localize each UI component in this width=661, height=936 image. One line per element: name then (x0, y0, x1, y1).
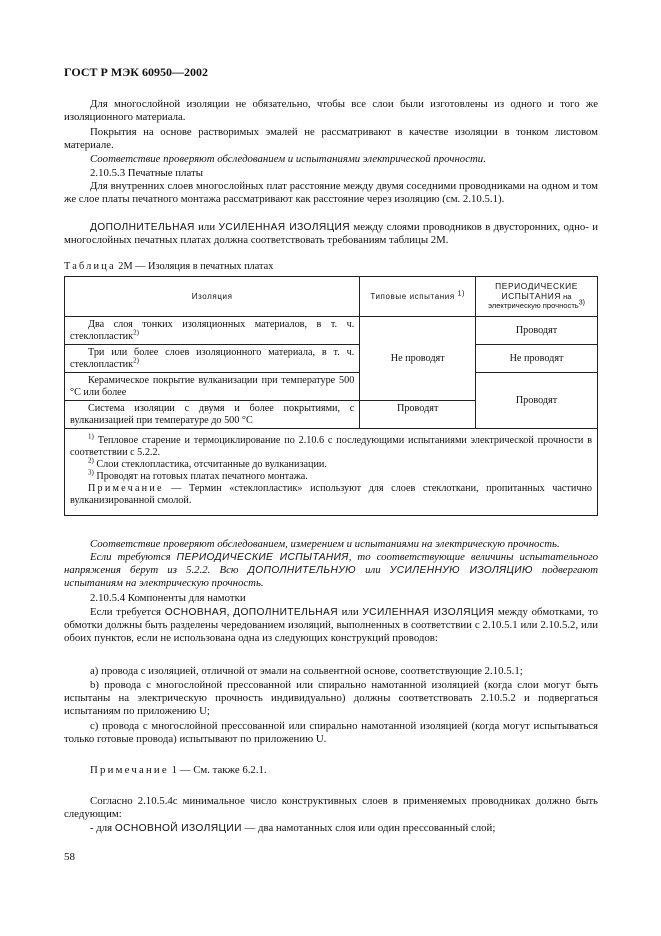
text-or: или (194, 221, 219, 233)
table-header-row (65, 277, 598, 317)
typical-row-4: Проводят (360, 401, 476, 429)
note-1: Примечание 1 — См. также 6.2.1. (90, 764, 267, 776)
paragraph-periodic-tests: Если требуются ПЕРИОДИЧЕСКИЕ ИСПЫТАНИЯ, то соответствующие величины испытательного напряжения берут из 5.2.2. Всю ДОПОЛНИТЕЛЬНУЮ или УСИЛЕННУЮ ИЗОЛЯЦИЮ подвергают испытаниям на электрическую прочность. (64, 551, 598, 589)
row1-insulation: Два слоя тонких изоляционных материалов, в т. ч. стеклопластик$^{2)}$ (65, 317, 360, 345)
header-insulation: Изоляция (65, 277, 360, 317)
table-row-2 (65, 345, 598, 373)
footnote-2: $^{2)}$ Слои стеклопластика, отсчитанные до вулканизации. (88, 456, 327, 470)
term-reinforced: УСИЛЕННАЯ ИЗОЛЯЦИЯ (218, 222, 351, 233)
paragraph-enamel: Покрытия на основе растворимых эмалей не рассматривают в качестве изоляции в тонком листовом материале. (64, 126, 598, 151)
table-note: Примечание — Термин «стеклопластик» используют для слоев стеклоткани, пропитанных частично вулканизированной смолой. (70, 483, 592, 506)
section-2-10-5-4-title: 2.10.5.4 Компоненты для намотки (90, 592, 246, 604)
periodic-row-2: Не проводят (476, 345, 598, 373)
paragraph-windings: Если требуется ОСНОВНАЯ, ДОПОЛНИТЕЛЬНАЯ или УСИЛЕННАЯ ИЗОЛЯЦИЯ между обмотками, то обмотки должны быть разделены чередованием изоляций, выполненных в соответствии с 2.10.5.1 или 2.10.5.2, или обоих пунктов, если не использована одна из следующих конструкций проводов: (64, 606, 599, 644)
paragraph-compliance-2: Соответствие проверяют обследованием, измерением и испытаниями на электрическую прочность. (90, 538, 560, 550)
insulation-table (64, 276, 598, 516)
term-additional-3: ДОПОЛНИТЕЛЬНАЯ (233, 607, 338, 618)
document-header: ГОСТ Р МЭК 60950—2002 (64, 65, 208, 79)
header-periodic-tests: ПЕРИОДИЧЕСКИЕ ИСПЫТАНИЯ на электрическую прочность$^{3)}$ (476, 277, 598, 317)
typical-rows-1-3: Не проводят (360, 317, 476, 401)
paragraph-basic-insulation: - для ОСНОВНОЙ ИЗОЛЯЦИИ — два намотанных слоя или один прессованный слой; (90, 822, 496, 834)
table-caption-rest: 2М — Изоляция в печатных платах (115, 261, 274, 272)
row3-insulation: Керамическое покрытие вулканизации при температуре 500 °С или более (65, 373, 360, 401)
term-additional-2: ДОПОЛНИТЕЛЬНУЮ (247, 565, 356, 576)
term-basic: ОСНОВНАЯ (164, 607, 227, 618)
text-rest: между слоями проводников в двусторонних, одно- и многослойных печатных платах должна соответствовать требованиям таблицы 2М. (64, 221, 599, 246)
list-item-c: с) провода с многослойной прессованной или спирально намотанной изоляцией (когда могут испытываться только готовые провода) испытывают по приложению U. (64, 720, 598, 745)
paragraph-additional-insulation (64, 221, 598, 247)
table-caption (64, 260, 273, 273)
table-row-3 (65, 373, 598, 401)
table-footnotes (65, 429, 598, 516)
table-caption-label: Таблица (64, 261, 116, 272)
header-typical-tests: Типовые испытания $^{1)}$ (360, 277, 476, 317)
term-periodic: ПЕРИОДИЧЕСКИЕ ИСПЫТАНИЯ (176, 552, 349, 563)
paragraph-inner-layers: Для внутренних слоев многослойных плат расстояние между двумя соседними проводниками на одном и том же слое платы печатного монтажа рассматривают как расстояние через изоляцию (см. 2.10.5.1). (64, 180, 598, 205)
term-basic-2: ОСНОВНОЙ ИЗОЛЯЦИИ (114, 823, 242, 834)
list-item-a: а) провода с изоляцией, отличной от эмали на сольвентной основе, соответствующие 2.10.5.1; (90, 665, 523, 677)
footnote-3: $^{3)}$ Проводят на готовых платах печатного монтажа. (88, 468, 308, 482)
footnote-1: $^{1)}$ Тепловое старение и термоциклирование по 2.10.6 с последующими испытаниями электрической прочности в соответствии с 5.2.2. (70, 432, 593, 458)
term-reinforced-2: УСИЛЕННУЮ ИЗОЛЯЦИЮ (389, 565, 533, 576)
term-additional: ДОПОЛНИТЕЛЬНАЯ (90, 222, 195, 233)
section-2-10-5-3-title: 2.10.5.3 Печатные платы (90, 167, 203, 179)
table-row-1 (65, 317, 598, 345)
paragraph-layers-count: Согласно 2.10.5.4с минимальное число конструктивных слоев в применяемых проводниках должно быть следующим: (64, 795, 598, 820)
table-footnotes-row (65, 429, 598, 516)
term-reinforced-3: УСИЛЕННАЯ ИЗОЛЯЦИЯ (362, 607, 495, 618)
row4-insulation: Система изоляции с двумя и более покрытиями, с вулканизацией при температуре до 500 °С (65, 401, 360, 429)
periodic-rows-3-4: Проводят (476, 373, 598, 429)
paragraph-multilayer: Для многослойной изоляции не обязательно, чтобы все слои были изготовлены из одного и того же изоляционного материала. (64, 98, 598, 123)
periodic-row-1: Проводят (476, 317, 598, 345)
paragraph-compliance-1: Соответствие проверяют обследованием и испытаниями электрической прочности. (90, 153, 486, 165)
page-number: 58 (64, 851, 75, 863)
row2-insulation: Три или более слоев изоляционного материала, в т. ч. стеклопластик$^{2)}$ (65, 345, 360, 373)
list-item-b: b) провода с многослойной прессованной или спирально намотанной изоляцией (когда слои могут быть испытаны на электрическую прочность индивидуально) должны соответствовать 2.10.5.2 и подвергаться испытаниям по приложению U; (64, 679, 598, 717)
